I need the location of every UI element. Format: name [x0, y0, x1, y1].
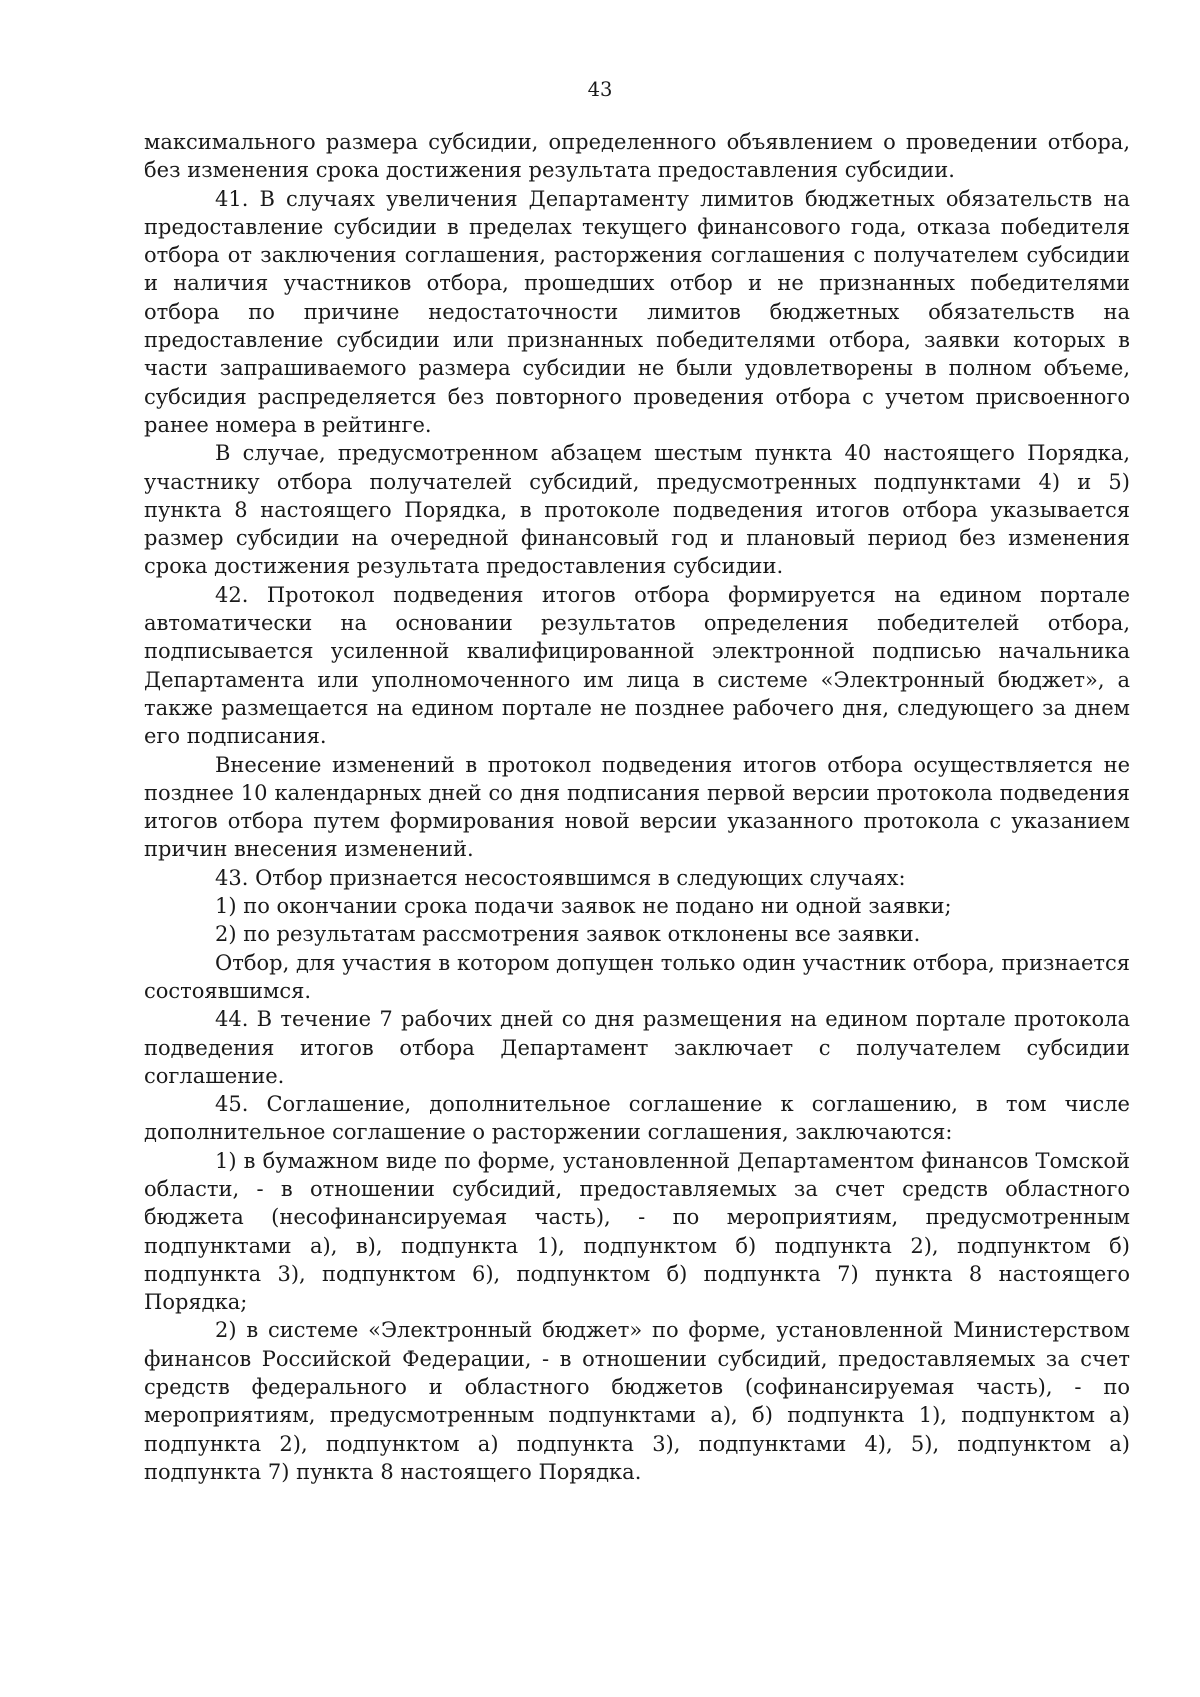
paragraph: 1) в бумажном виде по форме, установленной Департаментом финансов Томской области, - в отношении субсидий, предоставляемых за счет средств областного бюджета (несофинансируемая часть), - по мероприятиям, предусмотренным подпунктами а), в), подпункта 1), подпунктом б) подпункта 2), подпунктом б) подпункта 3), подпунктом 6), подпунктом б) подпункта 7) пункта 8 настоящего Порядка;	[144, 1148, 1130, 1315]
paragraph: 45. Соглашение, дополнительное соглашение к соглашению, в том числе дополнительное соглашение о расторжении соглашения, заключаются:	[144, 1092, 1130, 1145]
paragraph: 43. Отбор признается несостоявшимся в следующих случаях:	[215, 865, 906, 890]
paragraph: 1) по окончании срока подачи заявок не подано ни одной заявки;	[215, 894, 952, 919]
paragraph: 2) в системе «Электронный бюджет» по форме, установленной Министерством финансов Российской Федерации, - в отношении субсидий, предоставляемых за счет средств федерального и областного бюджетов (софинансируемая часть), - по мероприятиям, предусмотренным подпунктами а), б) подпункта 1), подпунктом а) подпункта 2), подпунктом а) подпункта 3), подпунктами 4), 5), подпунктом а) подпункта 7) пункта 8 настоящего Порядка.	[144, 1318, 1130, 1484]
paragraph: 42. Протокол подведения итогов отбора формируется на едином портале автоматически на основании результатов определения победителей отбора, подписывается усиленной квалифицированной электронной подписью начальника Департамента или уполномоченного им лица в системе «Электронный бюджет», а также размещается на едином портале не позднее рабочего дня, следующего за днем его подписания.	[144, 582, 1130, 749]
document-body	[144, 128, 1130, 1486]
paragraph: В случае, предусмотренном абзацем шестым пункта 40 настоящего Порядка, участнику отбора получателей субсидий, предусмотренных подпунктами 4) и 5) пункта 8 настоящего Порядка, в протоколе подведения итогов отбора указывается размер субсидии на очередной финансовый год и плановый период без изменения срока достижения результата предоставления субсидии.	[144, 441, 1130, 579]
paragraph: 2) по результатам рассмотрения заявок отклонены все заявки.	[215, 922, 921, 947]
paragraph: Внесение изменений в протокол подведения итогов отбора осуществляется не позднее 10 календарных дней со дня подписания первой версии протокола подведения итогов отбора путем формирования новой версии указанного протокола с указанием причин внесения изменений.	[144, 752, 1130, 862]
paragraph: 44. В течение 7 рабочих дней со дня размещения на едином портале протокола подведения итогов отбора Департамент заключает с получателем субсидии соглашение.	[144, 1007, 1130, 1088]
page-number: 43	[587, 78, 613, 101]
paragraph: Отбор, для участия в котором допущен только один участник отбора, признается состоявшимся.	[144, 950, 1130, 1003]
paragraph: 41. В случаях увеличения Департаменту лимитов бюджетных обязательств на предоставление субсидии в пределах текущего финансового года, отказа победителя отбора от заключения соглашения, расторжения соглашения с получателем субсидии и наличия участников отбора, прошедших отбор и не признанных победителями отбора по причине недостаточности лимитов бюджетных обязательств на предоставление субсидии или признанных победителями отбора, заявки которых в части запрашиваемого размера субсидии не были удовлетворены в полном объеме, субсидия распределяется без повторного проведения отбора с учетом присвоенного ранее номера в рейтинге.	[144, 186, 1130, 437]
paragraph: максимального размера субсидии, определенного объявлением о проведении отбора, без изменения срока достижения результата предоставления субсидии.	[144, 130, 1130, 183]
